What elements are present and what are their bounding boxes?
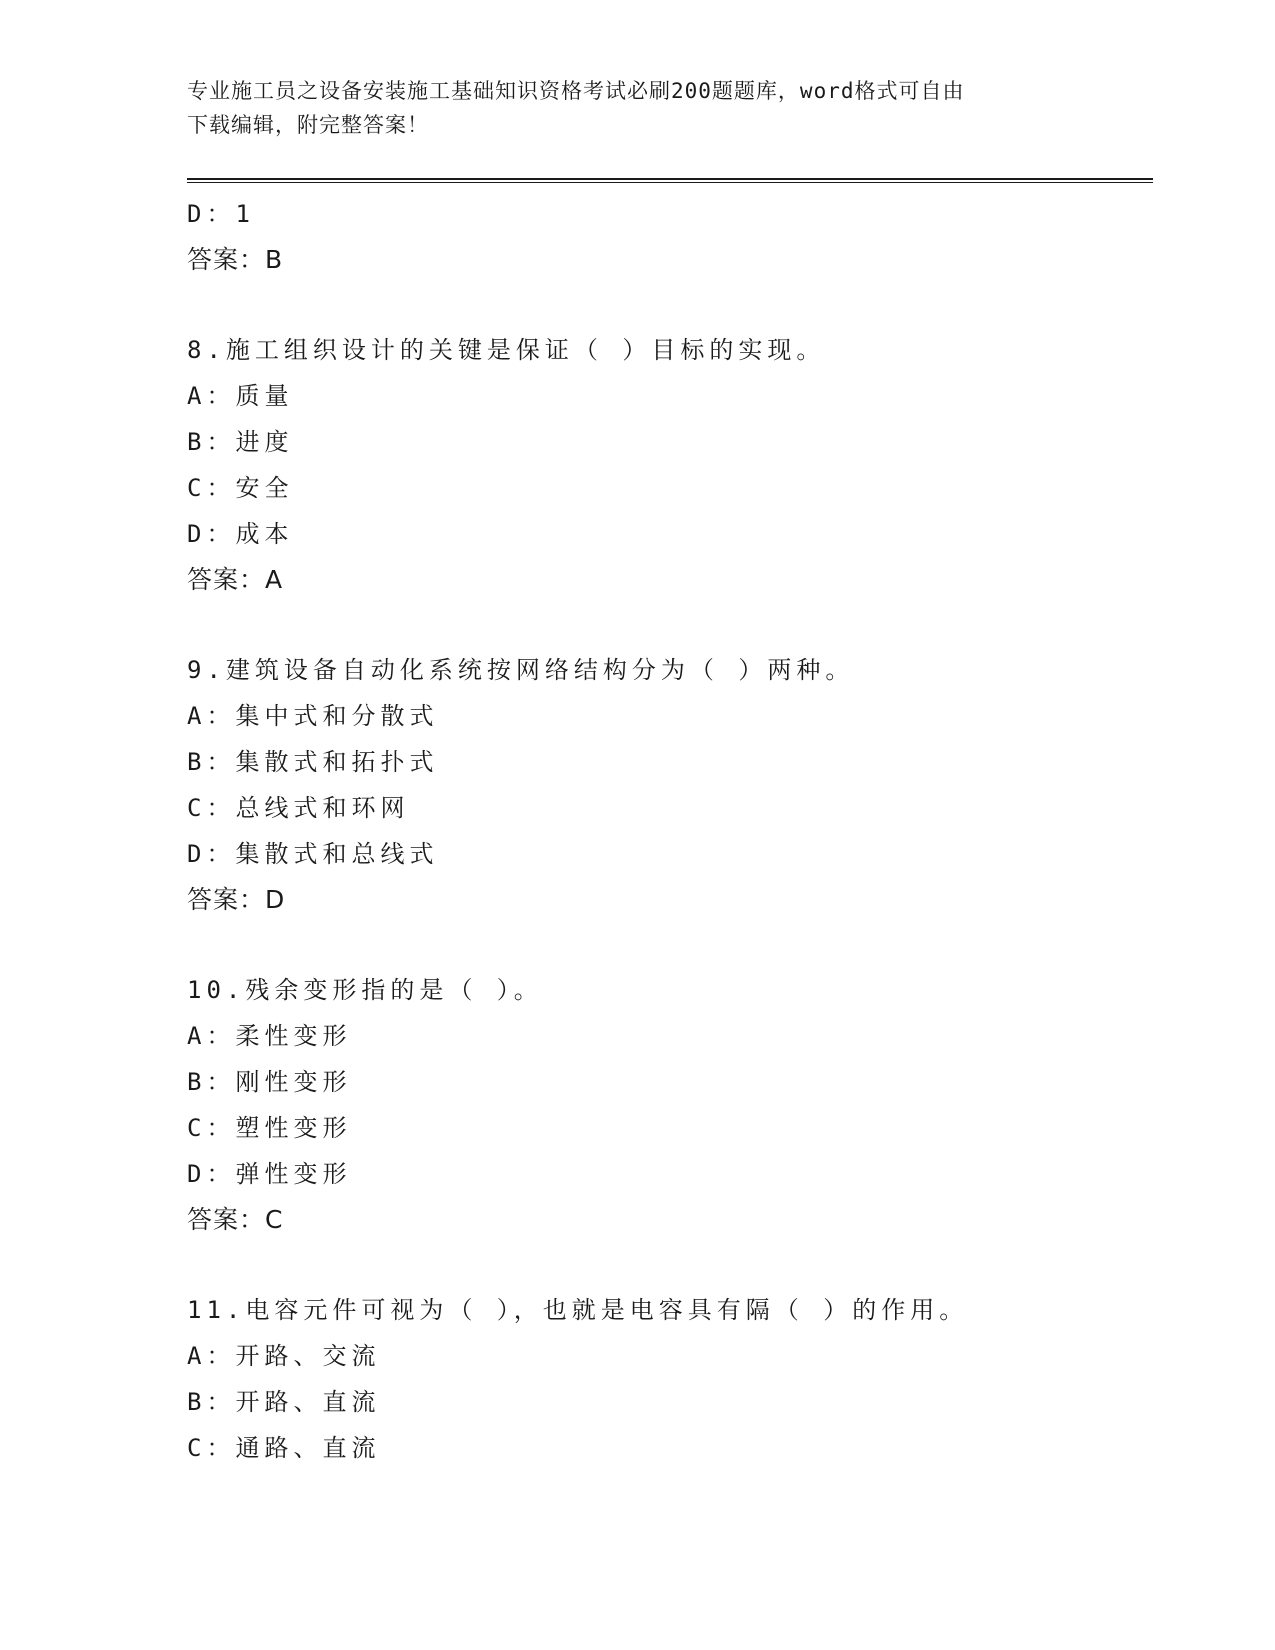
header-title-line-1: 专业施工员之设备安装施工基础知识资格考试必刷200题题库，word格式可自由	[187, 79, 965, 103]
question-stem: 11.电容元件可视为（ ），也就是电容具有隔（ ）的作用。	[187, 1296, 969, 1324]
header-title-line-2: 下载编辑，附完整答案！	[187, 113, 429, 137]
answer-line: 答案：B	[187, 245, 284, 274]
option-d: D：集散式和总线式	[187, 840, 439, 868]
question-8	[187, 327, 1147, 603]
option-b: B：开路、直流	[187, 1388, 381, 1416]
option-b: B：集散式和拓扑式	[187, 748, 439, 776]
header-divider	[187, 178, 1153, 183]
question-stem: 8.施工组织设计的关键是保证（ ）目标的实现。	[187, 336, 826, 364]
option-c: C：总线式和环网	[187, 794, 410, 822]
question-list	[187, 191, 1147, 1471]
answer-line: 答案：D	[187, 885, 286, 914]
option-b: B：刚性变形	[187, 1068, 352, 1096]
option-d: D：弹性变形	[187, 1160, 352, 1188]
question-10	[187, 967, 1147, 1243]
option-c: C：安全	[187, 474, 294, 502]
option-a: A：开路、交流	[187, 1342, 381, 1370]
option-d: D：1	[187, 200, 255, 228]
answer-line: 答案：C	[187, 1205, 284, 1234]
previous-question-tail	[187, 191, 1147, 283]
question-stem: 10.残余变形指的是（ ）。	[187, 976, 543, 1004]
document-header	[187, 74, 1087, 142]
option-a: A：集中式和分散式	[187, 702, 439, 730]
question-stem: 9.建筑设备自动化系统按网络结构分为（ ）两种。	[187, 656, 855, 684]
option-c: C：通路、直流	[187, 1434, 381, 1462]
option-a: A：质量	[187, 382, 294, 410]
option-c: C：塑性变形	[187, 1114, 352, 1142]
question-9	[187, 647, 1147, 923]
question-11	[187, 1287, 1147, 1471]
option-d: D：成本	[187, 520, 294, 548]
option-b: B：进度	[187, 428, 294, 456]
option-a: A：柔性变形	[187, 1022, 352, 1050]
answer-line: 答案：A	[187, 565, 284, 594]
